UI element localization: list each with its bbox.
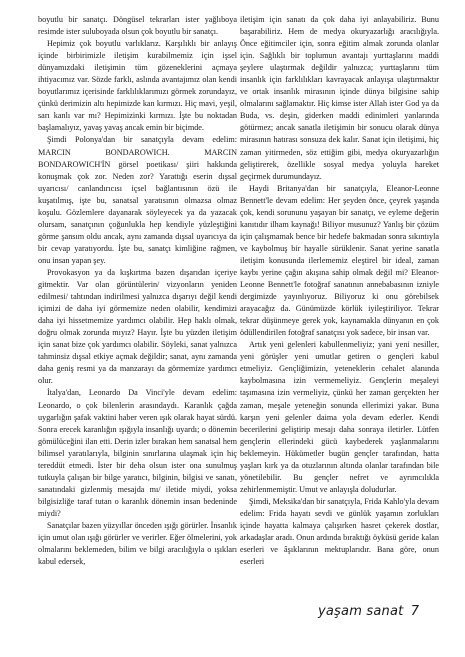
magazine-name: yaşam sanat [318,604,404,619]
paragraph: Haydi Britanya'dan bir sanatçıyla, Eleanor-Leonne Bennett'le devam edelim: Her şeyden önce, çeyrek yaşında çok, kendi sorununu yaşayan bir sanatçı, ve eyleme değerin kanıtıdır ilham kaynağı! Biliyor musunuz? Yanlış bir çözüm için çalışmamak bence bir hedefe bakmadan sonra sıkıntıyla ve kaybolmuş bir hayalle sürüklenir. Sanat yerine sanatla iletişim konusunda ilerlememiz eleştirel bir ideal, zaman kaybı yerine çağın akışına sahip olmak değil mi? Eleanor-Leonne Bennett'le fotoğraf sanatının annebabasının izniyle dergimizde yayınlıyoruz. Biliyoruz ki onu görebilsek arayacağız da. Günümüzde körlük iyileştiriliyor. Tekrar tekrar düşünmeye gerek yok, kaynamakla dünyanın en çok ödüllendirilen fotoğraf sanatçısı yok sadece, bir insan var. [240,183,439,338]
paragraph: iletişim için sanatı da çok daha iyi anlayabiliriz. Bunu başarabiliriz. Hem de medya okuryazarlığı aracılığıyla. Önce eğitimciler için, sonra eğitim almak zorunda olanlar için. Sağlıklı bir toplumun avantajı yurttaşlarını maddi şeylere ulaştırmak değildir yalnızca; yurttaşlarını tüm insanlık için farklılıkları kavrayacak anlayışa ulaştırmaktır ve ortak insanlık mirasının içinde dünya bilgisine sahip olmalarını sağlamaktır. Hiç kimse ister Allah ister God ya da Buda, vs. deşin, giderken maddi edinimleri yanlarında götürmez; ancak sanatla iletişimin bir sonucu olarak dünya mirasının hatırası sonsuza dek kalır. Sanat için iletişimi, hiç zaman yitirmeden, söz ettiğim gibi, medya okuryazarlığın geliştirerek, özellikle sosyal medya yoluyla hareket geçirmek durumundayız. [240,15,439,181]
paragraph: Sanatçılar bazen yüzyıllar önceden ışığı görürler. İnsanlık için umut olan ışığı görürler ve verirler. Eğer ölmelerini, yok olmalarını beklemeden, bilim ve bilgi aracılığıyla o ışıkları kabul edersek, [38,520,237,567]
paragraph: Şimdi, Meksika'dan bir sanatçıyla, Frida Kahlo'yla devam edelim: Frida hayatı sevdi ve günlük yaşamın zorlukları içinde hayatta kalmaya çalışırken hasret çekerek dostlar, arkadaşlar aradı. Onun ardında bıraktığı öyküsü geride kalan eserleri ve âşıklarının mektuplarıdır. Bana göre, onun eserleri [240,496,439,567]
paragraph: Şimdi Polonya'dan bir sanatçıyla devam edelim: MARCIN BONDAROWICH. MARCIN BONDAROWICH'İN görsel poetikası/ şiiri hakkında konuşmak çok zor. Neden zor? Yarattığı eserin dışsal uyarıcısı/ canlandırıcısı içsel bağlantısının özü ile kuşatılmış, işte bu, sanatsal yaratısının olmazsa olmaz koşulu. Gözlemlere dayanarak söyleyecek ya da yazacak olursam, sanatçının çoğunlukla hep kendiyle yüzleştiğini görme şansım oldu ancak, aynı zamanda dışsal uyarıcıya da bir cevap yaratıyordu. İşte bu, sanatçı kimliğine rağmen, onu insan yapan şey. [38,135,237,265]
paragraph: İtalya'dan, Leonardo Da Vinci'yle devam edelim: Leonardo, o çok bilenlerin arasındaydı. Karanlık çağda uygarlığın şafak vaktini haber veren ışık olarak hayat sürdü. Sonra erecek karanlığın ışığıyla insanlığı uyardı; o dönemin gömülüceğini ilan etti. Derin izler bırakan hem sanatsal hem bilimsel yaratılarıyla, bilginin sınırlarına ulaşmak için hiç tereddüt etmedi. İster bir deha olsun ister ona sunulmuş tutkuyla çalışan bir bilge yaratıcı, bilginin, bilgisi ve sanatı, sanatındaki gizlenmiş mesajda mı/ iletide miydi, yoksa bilgisizliğe taraf tutan o karanlık dönemin insan bedeninde miydi? [38,388,237,518]
text-column-left [38,14,237,568]
text-column-right [240,14,439,568]
paragraph: boyutlu bir sanatçı. Döngüsel tekrarları ister yağlıboya resimde ister suluboyada olsun çok boyutlu bir sanatçı. [38,15,237,37]
paragraph: Artık yeni gelenleri kabullenmeliyiz; yani yeni nesiller, yeni görüşler yeni umutlar getiren o gençleri kabul etmeliyiz. Gençliğimizin, yeteneklerin cehalet alanında kaybolmasına izin vermemeliyiz. Gençlerin meşaleyi taşımasına izin vermeliyiz, çünkü her zaman gerçekten her zaman, meşale yeteneğin sonunda ellerimizi yakar. Buna karşın yeni gelenler daima yola devam ederler. Kendi becerilerini geliştirip mesajı daha sonraya iletirler. Lütfen gençlerin ellerindeki gücü kaybederek yaşlanmalarını beklemeyin. Hükümetler bugün gençler tarafından, hatta yaşları kırk ya da otuzlarının altında olanlar tarafından bile yönetilebilir. Bu gençler nefret ve ayrımcılıkla zehirlenmemiştir. Umut ve anlayışla doludurlar. [240,340,439,494]
page-footer [318,604,419,619]
paragraph: Provokasyon ya da kışkırtma bazen dışarıdan içeriye gitmektir. Var olan görüntülerin/ vizyonların yeniden edilmesi/ tahtından indirilmesi yalnızca dışarıyı değil kendi içimizi de daha iyi görmemize neden olabilir, kendimizi daha iyi hissetmemize yardımcı olabilir. Hep haklı olmak, doğru olmak zorunda mıyız? Hayır. İşte bu yüzden iletişim için sanat bize çok yardımcı olabilir. Söyleki, sanat yalnızca tahminsiz dışsal etkiye açmak değildir; sanat, aynı zamanda daha geniş resmi ya da manzarayı da görmemize yardımcı olur. [38,267,237,386]
page-number: 7 [410,604,420,619]
paragraph: Hepimiz çok boyutlu varlıklarız. Karşılıklı bir anlayış içinde birbirimizle iletişim kurabilmemiz için işsel dünyamızdaki iletişimin tüm gözeneklerini açmaya ihtiyacımız var. Sözde farklı, aslında avantajımız olan kendi boyutlarımız içerisinde farklılıklarımızı görmek zorundayız, çünkü derimizin altı hepimizde kan kırmızı. Hiç mavi, yeşil, sarı kanlı var mı? Hepimizinki kırmızı. İşte bu noktadan başlamalıyız, yavaş yavaş ancak emin bir biçimde. [38,39,237,133]
